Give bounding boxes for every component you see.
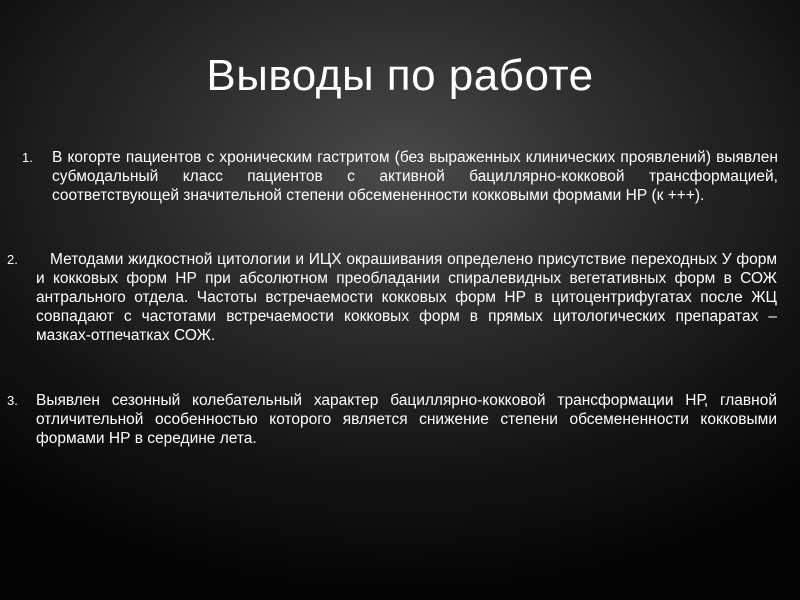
conclusion-text-2: Методами жидкостной цитологии и ИЦХ окрашивания определено присутствие переходных У форм и кокковых форм НР при абсолютном преобладании спиралевидных вегетативных форм в СОЖ антрального отдела. Частоты встречаемости кокковых форм НР в цитоцентрифугатах после ЖЦ совпадают с частотами встречаемости кокковых форм в прямых цитологических препаратах – мазках-отпечатках СОЖ.: [36, 251, 777, 344]
conclusion-text-1: В когорте пациентов с хроническим гастритом (без выраженных клинических проявлений) выявлен субмодальный класс пациентов с активной бациллярно-кокковой трансформацией, соответствующей значительной степени обсемененности кокковыми формами НР (к +++).: [52, 149, 778, 204]
conclusion-item-1: [22, 148, 778, 205]
slide-title: Выводы по работе: [206, 51, 594, 100]
conclusion-item-2: [7, 250, 777, 345]
conclusion-item-3: [7, 391, 777, 448]
conclusion-number-2: 2.: [7, 252, 18, 267]
conclusion-number-3: 3.: [7, 393, 18, 408]
conclusion-text-3: Выявлен сезонный колебательный характер бациллярно-кокковой трансформации НР, главной отличительной особенностью которого является снижение степени обсемененности кокковыми формами НР в середине лета.: [36, 392, 777, 447]
conclusion-number-1: 1.: [22, 150, 33, 165]
